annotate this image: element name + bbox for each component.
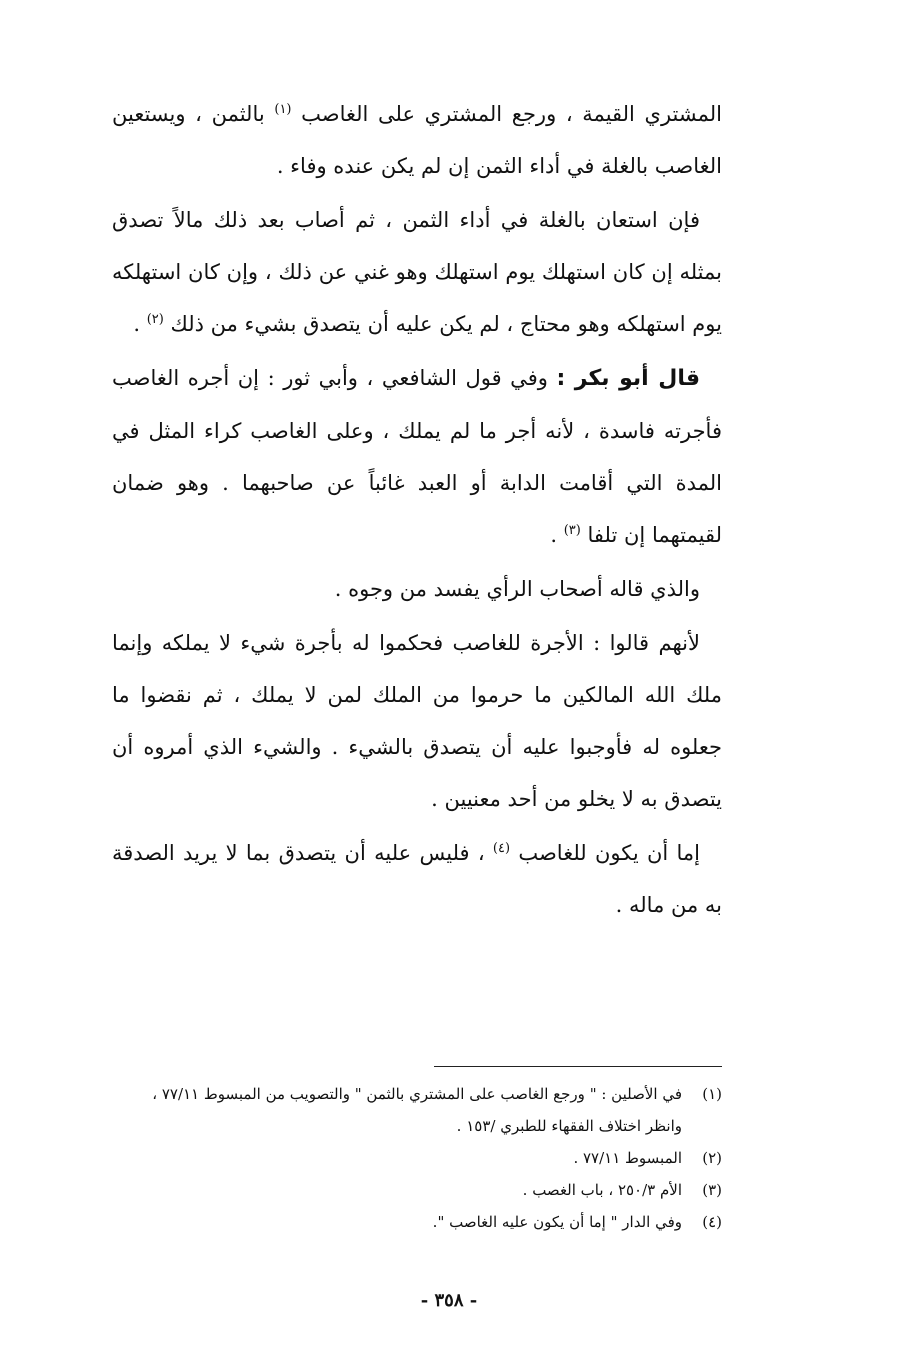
footnote-separator — [434, 1066, 722, 1067]
footnote-4 — [112, 1206, 722, 1238]
text-run: المشتري القيمة ، ورجع المشتري على الغاصب — [291, 102, 722, 126]
footnote-number: (٤) — [702, 1213, 722, 1231]
paragraph-5 — [112, 617, 722, 825]
text-run: وفي قول الشافعي ، وأبي ثور : إن أجره الغاصب فأجرته فاسدة ، لأنه أجر ما لم يملك ، وعلى الغاصب كراء المثل في المدة التي أقامت الدابة أو العبد غائباً عن صاحبهما . وهو ضمان لقيمتهما إن تلفا — [112, 366, 722, 547]
footnote-text: المبسوط ٧٧/١١ . — [573, 1149, 682, 1167]
footnote-reference-4[interactable]: (٤) — [492, 841, 511, 856]
footnote-2 — [112, 1142, 722, 1174]
footnote-reference-3[interactable]: (٣) — [563, 523, 581, 538]
footnote-number: (٣) — [702, 1181, 722, 1199]
footnotes — [112, 1078, 722, 1238]
page-number: - ٣٥٨ - — [420, 1290, 478, 1311]
speaker-heading: قال أبو بكر : — [556, 366, 700, 391]
text-run: ، فليس عليه أن يتصدق بما لا يريد الصدقة به من ماله . — [112, 841, 722, 917]
footnote-text: في الأصلين : " ورجع الغاصب على المشتري بالثمن " والتصويب من المبسوط ٧٧/١١ ، وانظر اختلاف الفقهاء للطبري /١٥٣ . — [152, 1085, 682, 1135]
footnote-reference-1[interactable]: (١) — [274, 102, 292, 117]
text-run: إما أن يكون للغاصب — [510, 841, 700, 865]
text-run: بالثمن ، ويستعين الغاصب بالغلة في أداء الثمن إن لم يكن عنده وفاء . — [112, 102, 722, 178]
footnote-text: الأم ٢٥٠/٣ ، باب الغصب . — [522, 1181, 682, 1199]
text-run: فإن استعان بالغلة في أداء الثمن ، ثم أصاب بعد ذلك مالاً تصدق بمثله إن كان استهلك يوم استهلك وهو غني عن ذلك ، وإن كان استهلكه يوم استهلكه وهو محتاج ، لم يكن عليه أن يتصدق بشيء من ذلك — [112, 208, 722, 336]
main-text — [112, 88, 722, 931]
footnote-3 — [112, 1174, 722, 1206]
paragraph-2 — [112, 194, 722, 350]
text-run: لأنهم قالوا : الأجرة للغاصب فحكموا له بأجرة شيء لا يملكه وإنما ملك الله المالكين ما حرموا من الملك لمن لا يملك ، ثم نقضوا ما جعلوه له فأوجبوا عليه أن يتصدق بالشيء . والشيء الذي أمروه أن يتصدق به لا يخلو من أحد معنيين . — [112, 631, 722, 811]
paragraph-1 — [112, 88, 722, 192]
footnote-number: (٢) — [702, 1149, 722, 1167]
paragraph-3 — [112, 352, 722, 561]
text-run: . — [550, 523, 564, 547]
footnote-1 — [112, 1078, 722, 1142]
text-run: . — [133, 312, 147, 336]
footnote-reference-2[interactable]: (٢) — [146, 312, 164, 327]
text-run: والذي قاله أصحاب الرأي يفسد من وجوه . — [334, 577, 700, 601]
footnote-text: وفي الدار " إما أن يكون عليه الغاصب ". — [432, 1213, 682, 1231]
paragraph-4 — [112, 563, 722, 615]
footnote-number: (١) — [702, 1085, 722, 1103]
paragraph-6 — [112, 827, 722, 931]
